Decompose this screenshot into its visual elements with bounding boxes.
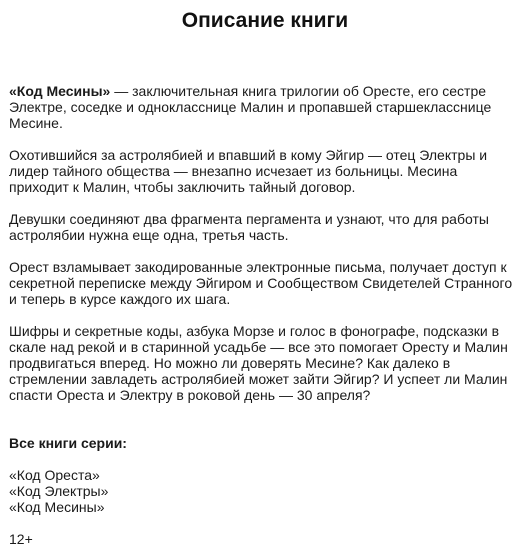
series-book-item: «Код Электры» [9,483,109,499]
lead-text: — заключительная книга трилогии об Оресте, его сестре Электре, соседке и однокласснице Малин и пропавшей старшекласснице Месине. [9,83,492,131]
description-paragraph: Охотившийся за астролябией и впавший в кому Эйгир — отец Электры и лидер тайного общества — внезапно исчезает из больницы. Месина приходит к Малин, чтобы заключить тайный договор. [9,147,488,195]
description-paragraph: Орест взламывает закодированные электронные письма, получает доступ к секретной переписке между Эйгиром и Сообществом Свидетелей Странного и теперь в курсе каждого их шага. [9,259,513,307]
age-rating: 12+ [9,531,33,547]
description-body [9,83,514,547]
series-book-item: «Код Месины» [9,499,105,515]
page-title: Описание книги [181,9,349,32]
description-paragraph: Девушки соединяют два фрагмента пергамента и узнают, что для работы астролябии нужна еще одна, третья часть. [9,211,489,243]
series-book-list [9,467,514,515]
book-title: «Код Месины» [9,83,111,99]
series-heading: Все книги серии: [9,435,127,451]
description-paragraph: Шифры и секретные коды, азбука Морзе и голос в фонографе, подсказки в скале над рекой и в старинной усадьбе — все это помогает Оресту и Малин продвигаться вперед. Но можно ли доверять Месине? Как далеко в стремлении завладеть астролябией может зайти Эйгир? И успеет ли Малин спасти Ореста и Электру в роковой день — 30 апреля? [9,323,508,403]
lead-paragraph [9,83,514,131]
series-book-item: «Код Ореста» [9,467,100,483]
